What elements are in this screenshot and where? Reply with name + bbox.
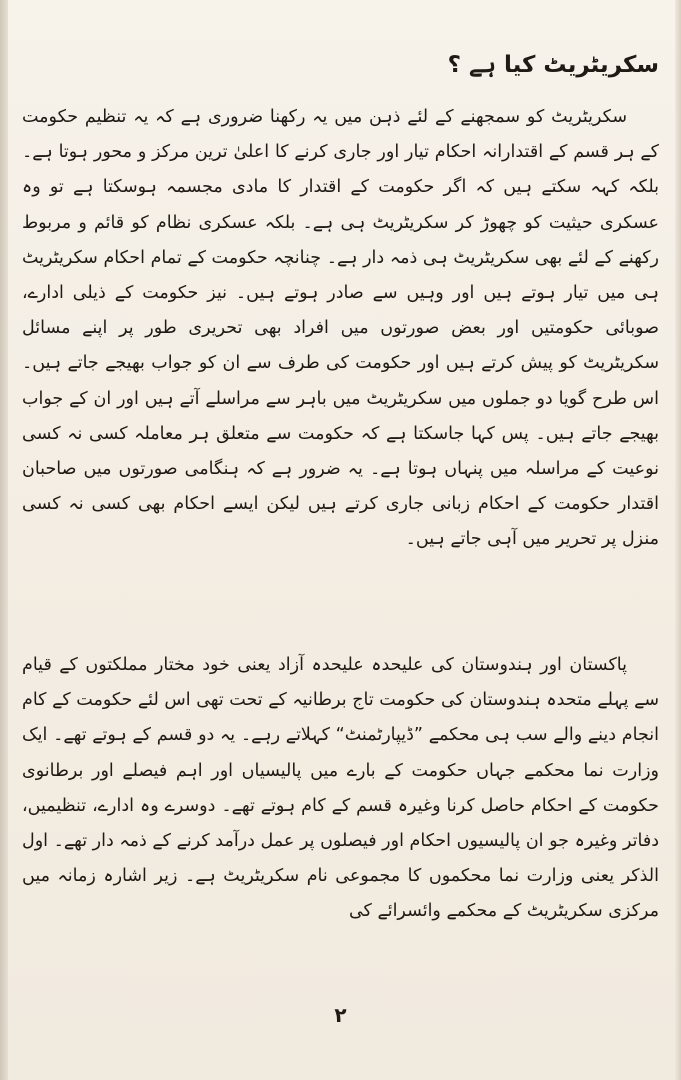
- paragraph-1: سکریٹریٹ کو سمجھنے کے لئے ذہن میں یہ رکھنا ضروری ہے کہ یہ تنظیم حکومت کے ہر قسم کے اقتدارانہ احکام تیار اور جاری کرنے کا اعلیٰ ترین مرکز و محور ہوتا ہے۔ بلکہ کہہ سکتے ہیں کہ اگر حکومت کے اقتدار کا مادی مجسمہ ہوسکتا ہے تو وہ عسکری حیثیت کو چھوڑ کر سکریٹریٹ ہی ہے۔ بلکہ عسکری نظام کو قائم و مربوط رکھنے کے لئے بھی سکریٹریٹ ہی ذمہ دار ہے۔ چنانچہ حکومت کے تمام احکام سکریٹریٹ ہی میں تیار ہوتے ہیں اور وہیں سے صادر ہوتے ہیں۔ نیز حکومت کے ذیلی ادارے، صوبائی حکومتیں اور بعض صورتوں میں افراد بھی تحریری طور پر اپنے مسائل سکریٹریٹ کو پیش کرتے ہیں اور حکومت کی طرف سے ان کو جواب بھیجے جاتے ہیں۔ اس طرح گویا دو جملوں میں سکریٹریٹ میں باہر سے مراسلے آتے ہیں اور ان کے جواب بھیجے جاتے ہیں۔ پس کہا جاسکتا ہے کہ حکومت سے متعلق ہر معاملہ کسی نہ کسی نوعیت کے مراسلہ میں پنہاں ہوتا ہے۔ یہ ضرور ہے کہ ہنگامی صورتوں میں صاحبان اقتدار حکومت کے احکام زبانی جاری کرتے ہیں لیکن ایسے احکام بھی کسی نہ کسی منزل پر تحریر میں آہی جاتے ہیں۔: [22, 107, 659, 550]
- page-left-edge: [0, 0, 8, 1080]
- page-title: سکریٹریٹ کیا ہے ؟: [447, 52, 659, 78]
- page-right-edge: [675, 0, 681, 1080]
- page-number: ۲: [334, 1003, 347, 1027]
- paragraph-2: پاکستان اور ہندوستان کی علیحدہ علیحدہ آزاد یعنی خود مختار مملکتوں کے قیام سے پہلے متحدہ ہندوستان کی حکومت تاج برطانیہ کے تحت تھی اس لئے حکومت کے کام انجام دینے والے سب ہی محکمے ”ڈیپارٹمنٹ“ کہلاتے رہے۔ یہ دو قسم کے ہوتے تھے۔ ایک وزارت نما محکمے جہاں حکومت کے بارے میں پالیسیاں اور اہم فیصلے اور برطانوی حکومت کے احکام حاصل کرنا وغیرہ قسم کے کام ہوتے تھے۔ دوسرے وہ ادارے، تنظیمیں، دفاتر وغیرہ جو ان پالیسیوں احکام اور فیصلوں پر عمل درآمد کرنے کے ذمہ دار تھے۔ اول الذکر یعنی وزارت نما محکموں کا مجموعی نام سکریٹریٹ ہے۔ زیر اشارہ زمانہ میں مرکزی سکریٹریٹ کے محکمے وائسرائے کی: [22, 655, 659, 922]
